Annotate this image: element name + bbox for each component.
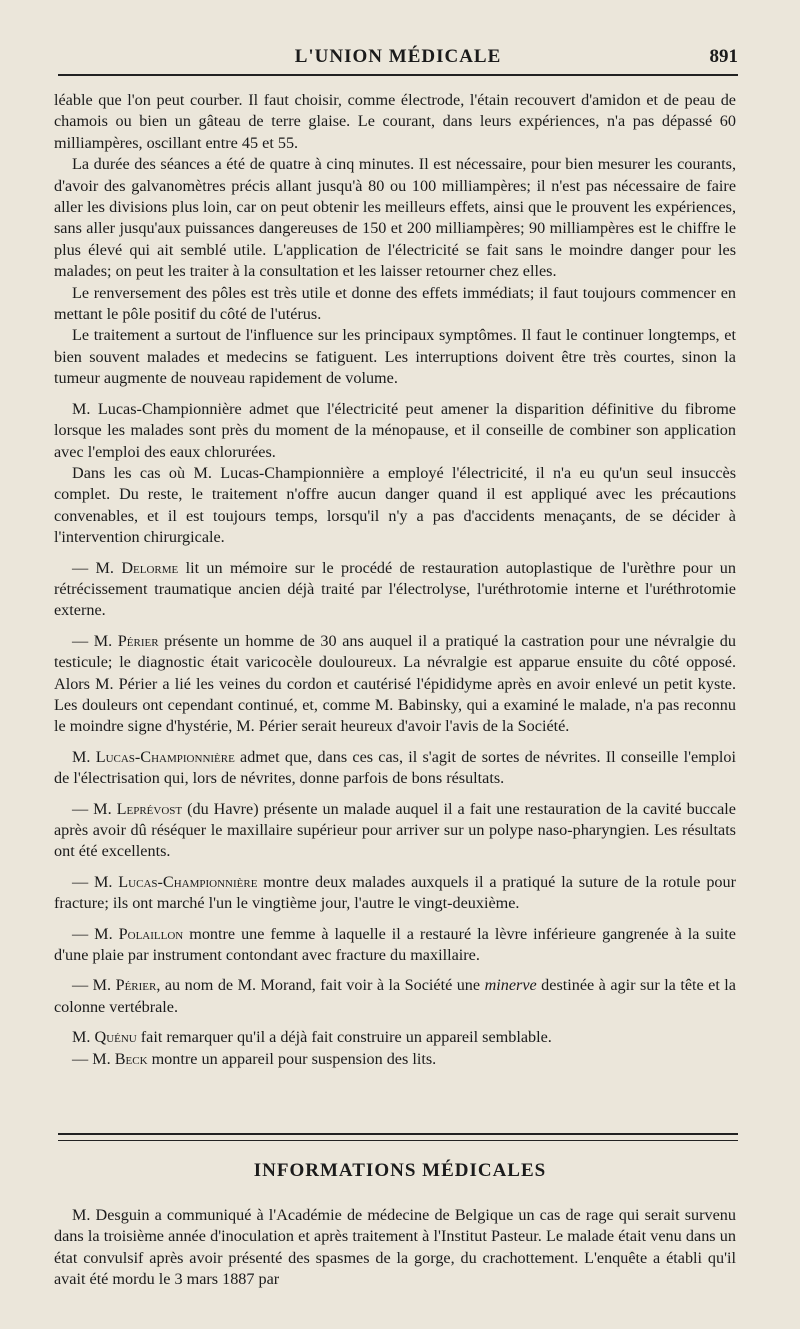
paragraph: M. Lucas-Championnière admet que l'électricité peut amener la disparition définitive du fibrome lorsque les malades sont près du moment de la ménopause, et il conseille de combiner son application avec l'emploi des eaux chlorurées. — [54, 399, 736, 461]
speaker-name: Leprévost — [116, 799, 183, 818]
speaker-name: Quénu — [94, 1028, 137, 1047]
speaker-name: Lucas-Championnière — [118, 872, 258, 891]
paragraph: M. Lucas-Championnière admet que, dans ces cas, il s'agit de sortes de névrites. Il conseille l'emploi de l'électrisation qui, lors de névrites, donne parfois de bons résultats. — [54, 747, 736, 788]
paragraph: — M. Leprévost (du Havre) présente un malade auquel il a fait une restauration de la cavité buccale après avoir dû réséquer le maxillaire supérieur pour arriver sur un polype naso-pharyngien. Les résultats ont été excellents. — [54, 799, 736, 861]
speaker-name: Beck — [114, 1049, 148, 1068]
paragraph: — M. Delorme lit un mémoire sur le procédé de restauration autoplastique de l'urèthre pour un rétrécissement traumatique ancien déjà traité par l'électrolyse, l'uréthrotomie interne et l'uréthrotomie externe. — [54, 558, 736, 620]
section-title: INFORMATIONS MÉDICALES — [253, 1160, 547, 1181]
paragraph: La durée des séances a été de quatre à cinq minutes. Il est nécessaire, pour bien mesurer les courants, d'avoir des galvanomètres précis allant jusqu'à 80 ou 100 milliampères; il n'est pas nécessaire de faire aller les divisions plus loin, car on peut obtenir les meilleurs effets, ainsi que le prouvent les expériences, sans aller jusqu'aux puissances dangereuses de 150 et 200 milliampères; 90 milliampères est le chiffre le plus élevé qui ait semblé utile. L'application de l'électricité se fait sans le moindre danger pour les malades; on peut les traiter à la consultation et les laisser retourner chez elles. — [54, 155, 736, 281]
page-number: 891 — [709, 46, 738, 67]
header-rule — [58, 74, 738, 76]
paragraph: — M. Beck montre un appareil pour suspension des lits. — [72, 1049, 437, 1068]
speaker-name: Périer — [117, 631, 159, 650]
paragraph: léable que l'on peut courber. Il faut choisir, comme électrode, l'étain recouvert d'amidon et de peau de chamois ou bien un gâteau de terre glaise. Le courant, dans leurs expériences, n'a pas dépassé 60 milliampères, oscillant entre 45 et 55. — [54, 91, 736, 152]
paragraph: — M. Périer présente un homme de 30 ans auquel il a pratiqué la castration pour une névralgie du testicule; le diagnostic était varicocèle douloureux. La névralgie est apparue ensuite du côté opposé. Alors M. Périer a lié les veines du cordon et cautérisé l'épididyme après en avoir enlevé un petit kyste. Les douleurs ont cependant continué, et, comme M. Babinsky, qui a examiné le malade, n'a pas reconnu le moindre signe d'hystérie, M. Périer serait heureux d'avoir l'avis de la Société. — [54, 631, 736, 736]
paragraph: M. Quénu fait remarquer qu'il a déjà fait construire un appareil semblable. — [72, 1028, 552, 1047]
section-divider — [58, 1133, 738, 1141]
speaker-name: Polaillon — [118, 924, 184, 943]
speaker-name: Lucas-Championnière — [95, 747, 235, 766]
paragraph: Le traitement a surtout de l'influence sur les principaux symptômes. Il faut le continuer longtemps, et bien souvent malades et medecins se fatiguent. Les interruptions doivent être très courtes, sinon la tumeur augmente de nouveau rapidement de volume. — [54, 326, 736, 388]
speaker-name: Delorme — [121, 558, 179, 577]
proceedings-text — [54, 90, 736, 1070]
paragraph: Dans les cas où M. Lucas-Championnière a employé l'électricité, il n'a eu qu'un seul insuccès complet. Du reste, le traitement n'offre aucun danger quand il est appliqué avec les précautions convenables, et il est toujours temps, lorsqu'il n'y a pas d'accidents menaçants, de se décider à l'intervention chirurgicale. — [54, 463, 736, 547]
paragraph: — M. Lucas-Championnière montre deux malades auxquels il a pratiqué la suture de la rotule pour fracture; ils ont marché l'un le vingtième jour, l'autre le vingt-deuxième. — [54, 872, 736, 913]
paragraph: — M. Périer, au nom de M. Morand, fait voir à la Société une minerve destinée à agir sur la tête et la colonne vertébrale. — [54, 976, 736, 1016]
section-text — [54, 1205, 736, 1291]
page-header — [58, 44, 738, 74]
italic-term: minerve — [484, 976, 537, 995]
paragraph: — M. Polaillon montre une femme à laquelle il a restauré la lèvre inférieure gangrenée à la suite d'une plaie par instrument contondant avec fracture du maxillaire. — [54, 924, 736, 965]
running-title: L'UNION MÉDICALE — [294, 46, 502, 67]
paragraph: M. Desguin a communiqué à l'Académie de médecine de Belgique un cas de rage qui serait survenu dans la troisième année d'inoculation et après traitement à l'Institut Pasteur. Le malade était venu dans un état convulsif après avoir présenté des spasmes de la gorge, du crachottement. L'enquête a établi qu'il avait été mordu le 3 mars 1887 par — [54, 1206, 736, 1289]
paragraph: Le renversement des pôles est très utile et donne des effets immédiats; il faut toujours commencer en mettant le pôle positif du côté de l'utérus. — [54, 283, 736, 324]
speaker-name: Périer — [115, 976, 157, 995]
